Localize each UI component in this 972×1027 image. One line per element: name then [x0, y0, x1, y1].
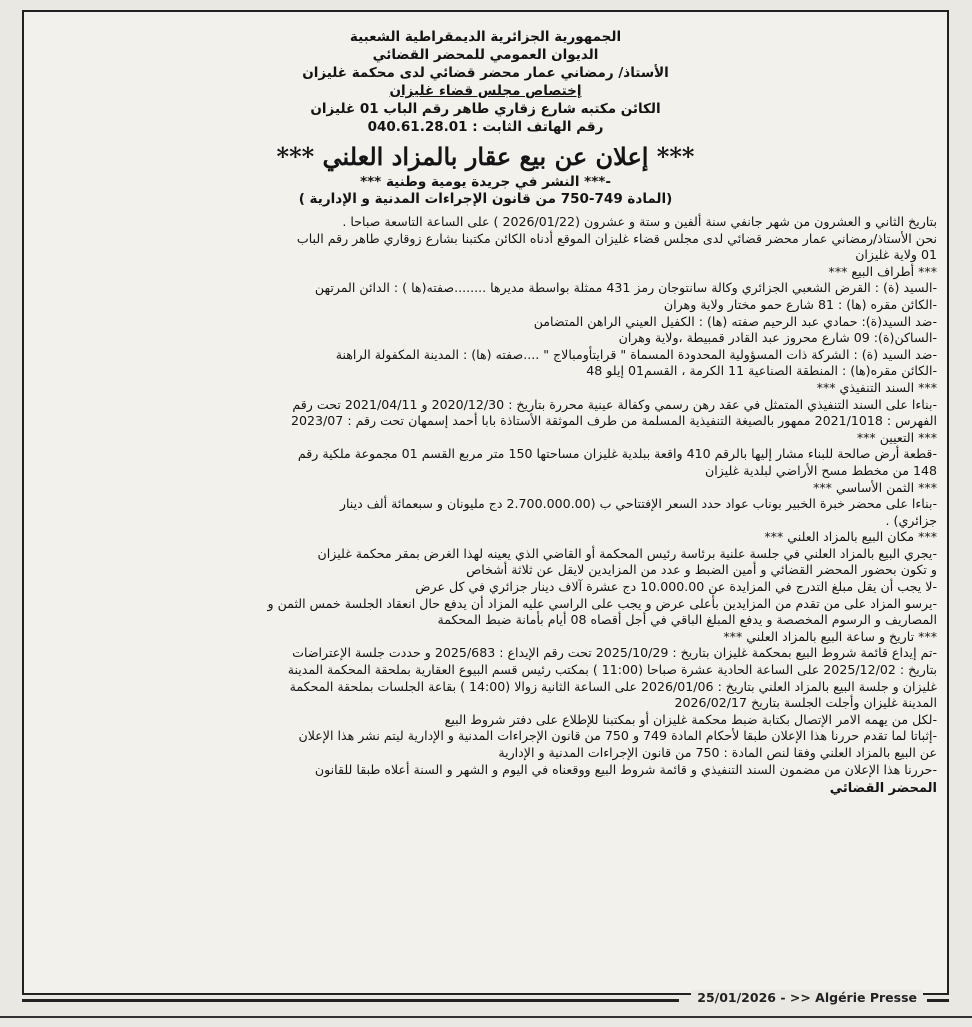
body-line: -لكل من يهمه الامر الإتصال بكتابة ضبط محكمة غليزان أو بمكتبنا للإطلاع على دفتر شروط البيع	[444, 711, 937, 727]
announcement-content	[34, 28, 937, 798]
body-line: 148 من مخطط مسح الأراضي لبلدية غليزان	[704, 462, 937, 478]
footer-bar-left	[22, 999, 679, 1002]
page-bottom-rule	[0, 1016, 972, 1018]
body-line: المصاريف و الرسوم المخصصة و يدفع المبلغ الباقي في أجل أقصاه 08 أيام بأمانة ضبط المحكمة	[437, 612, 937, 628]
section-heading: *** الثمن الأساسي ***	[813, 479, 937, 495]
footer-publication-date: 25/01/2026 - >> Algérie Presse	[691, 990, 923, 1005]
body-line: -الساكن(ة): 09 شارع محروز عبد القادر قمبيطة ،ولاية وهران	[618, 330, 937, 346]
body-line: -بناءا على السند التنفيذي المتمثل في عقد رهن رسمي وكفالة عينية محررة بتاريخ : 2020/12/30 و 2021/04/11 تحت رقم	[292, 396, 937, 412]
body-line: غليزان و جلسة البيع بالمزاد العلني بتاريخ : 2026/01/06 على الساعة الثانية زوالا (14:00 ) بقاعة الجلسات بملحقة المحكمة	[289, 678, 937, 694]
subtitle-publication: -*** النشر في جريدة يومية وطنية ***	[360, 174, 611, 190]
subtitle-articles: (المادة 749-750 من قانون الإجراءات المدنية و الإدارية )	[298, 191, 673, 207]
footer-bar-right	[927, 999, 949, 1002]
body-line: -إثباتا لما تقدم حررنا هذا الإعلان طبقا لأحكام المادة 749 و 750 من قانون الإجراءات المدنية و الإدارية ليتم نشر هذا الإعلان	[298, 728, 937, 744]
body-line: جزائري) .	[885, 512, 937, 528]
section-heading: *** أطراف البيع ***	[828, 263, 937, 279]
announcement-title: *** إعلان عن بيع عقار بالمزاد العلني ***	[276, 142, 695, 171]
body-line: نحن الأستاذ/رمضاني عمار محضر قضائي لدى مجلس قضاء غليزان الموقع أدناه الكائن مكتبنا بشارع زوقاري طاهر رقم الباب	[296, 230, 937, 246]
body-line: عن البيع بالمزاد العلني وفقا لنص المادة : 750 من قانون الإجراءات المدنية و الإدارية	[498, 745, 937, 760]
body-line: -حررنا هذا الإعلان من مضمون السند التنفيذي و قائمة شروط البيع ووقعناه في اليوم و الشهر و السنة أعلاه طبقا للقانون	[314, 761, 937, 777]
announcement-box	[22, 10, 949, 995]
header-line: الكائن مكتبه شارع زقاري طاهر رقم الباب 01 غليزان	[310, 101, 661, 117]
body-line: -يجري البيع بالمزاد العلني في جلسة علنية برئاسة رئيس المحكمة أو القاضي الذي يعينه لهذا الغرض بمقر محكمة غليزان	[317, 545, 937, 561]
section-heading: *** تاريخ و ساعة البيع بالمزاد العلني ***	[723, 628, 937, 644]
body-line: -تم إيداع قائمة شروط البيع بمحكمة غليزان بتاريخ : 2025/10/29 تحت رقم الإيداع : 2025/683 و حددت جلسة الإعتراضات	[292, 645, 937, 661]
letterhead	[34, 28, 937, 136]
header-line: الجمهورية الجزائرية الديمقراطية الشعبية	[349, 29, 622, 45]
body-line: بتاريخ الثاني و العشرون من شهر جانفي سنة ألفين و ستة و عشرون (2026/01/22 ) على الساعة التاسعة صباحا .	[342, 214, 937, 229]
header-line: الأستاذ/ رمضاني عمار محضر قضائي لدى محكمة غليزان	[302, 65, 669, 81]
header-line: إختصاص مجلس قضاء غليزان	[389, 83, 582, 99]
header-line: الديوان العمومي للمحضر القضائي	[372, 47, 599, 63]
body-line: المدينة غليزان وأجلت الجلسة بتاريخ 2026/02/17	[674, 695, 937, 711]
signature: المحضر القضائي	[829, 781, 937, 797]
body-line: -الكائن مقره(ها) : المنطقة الصناعية 11 الكرمة ، القسم01 إيلو 48	[586, 363, 937, 379]
body-line: الفهرس : 2021/1018 ممهور بالصيغة التنفيذية المسلمة من طرف الموثقة الأستاذة بابا أحمد إسمهان تحت رقم : 2023/07	[291, 413, 937, 429]
section-heading: *** السند التنفيذي ***	[816, 379, 937, 395]
body-line: -ضد السيد (ة) : الشركة ذات المسؤولية المحدودة المسماة " قرايتأومبالاج " ....صفته (ها) : المدينة المكفولة الراهنة	[335, 346, 937, 362]
body-line: 01 ولاية غليزان	[855, 247, 937, 263]
body-line: -يرسو المزاد على من تقدم من المزايدين بأعلى عرض و يجب على الراسي عليه المزاد أن يدفع حال انعقاد الجلسة خمس الثمن و	[267, 595, 937, 611]
body-line: بتاريخ : 2025/12/02 على الساعة الحادية عشرة صباحا (11:00 ) بمكتب رئيس قسم البيوع العقارية بملحقة المحكمة المدينة	[287, 662, 937, 678]
header-phone: رقم الهاتف الثابت : 040.61.28.01	[367, 119, 604, 135]
body-line: -بناءا على محضر خبرة الخبير بوناب عواد حدد السعر الإفتتاحي ب (2.700.000.00 دج مليونان و سبعمائة ألف دينار	[339, 496, 937, 512]
body-line: -الكائن مقره (ها) : 81 شارع حمو مختار ولاية وهران	[663, 296, 937, 312]
body-line: -قطعة أرض صالحة للبناء مشار إليها بالرقم 410 واقعة ببلدية غليزان مساحتها 150 متر مربع القسم 01 مجموعة ملكية رقم	[297, 446, 937, 462]
announcement-body	[34, 214, 937, 778]
body-line: -ضد السيد(ة): حمادي عبد الرحيم صفته (ها) : الكفيل العيني الراهن المتضامن	[533, 313, 937, 329]
section-heading: *** التعيين ***	[856, 429, 937, 445]
body-line: -السيد (ة) : القرض الشعبي الجزائري وكالة سانتوجان رمز 431 ممثلة بواسطة مديرها ........صفته(ها ) : الدائن المرتهن	[314, 280, 937, 296]
body-line: -لا يجب أن يقل مبلغ التدرج في المزايدة عن 10.000.00 دج عشرة آلاف دينار جزائري في كل عرض	[415, 579, 937, 595]
section-heading: *** مكان البيع بالمزاد العلني ***	[764, 529, 937, 545]
body-line: و تكون بحضور المحضر القضائي و أمين الضبط و عدد من المزايدين لايقل عن ثلاثة أشخاص	[466, 562, 937, 578]
